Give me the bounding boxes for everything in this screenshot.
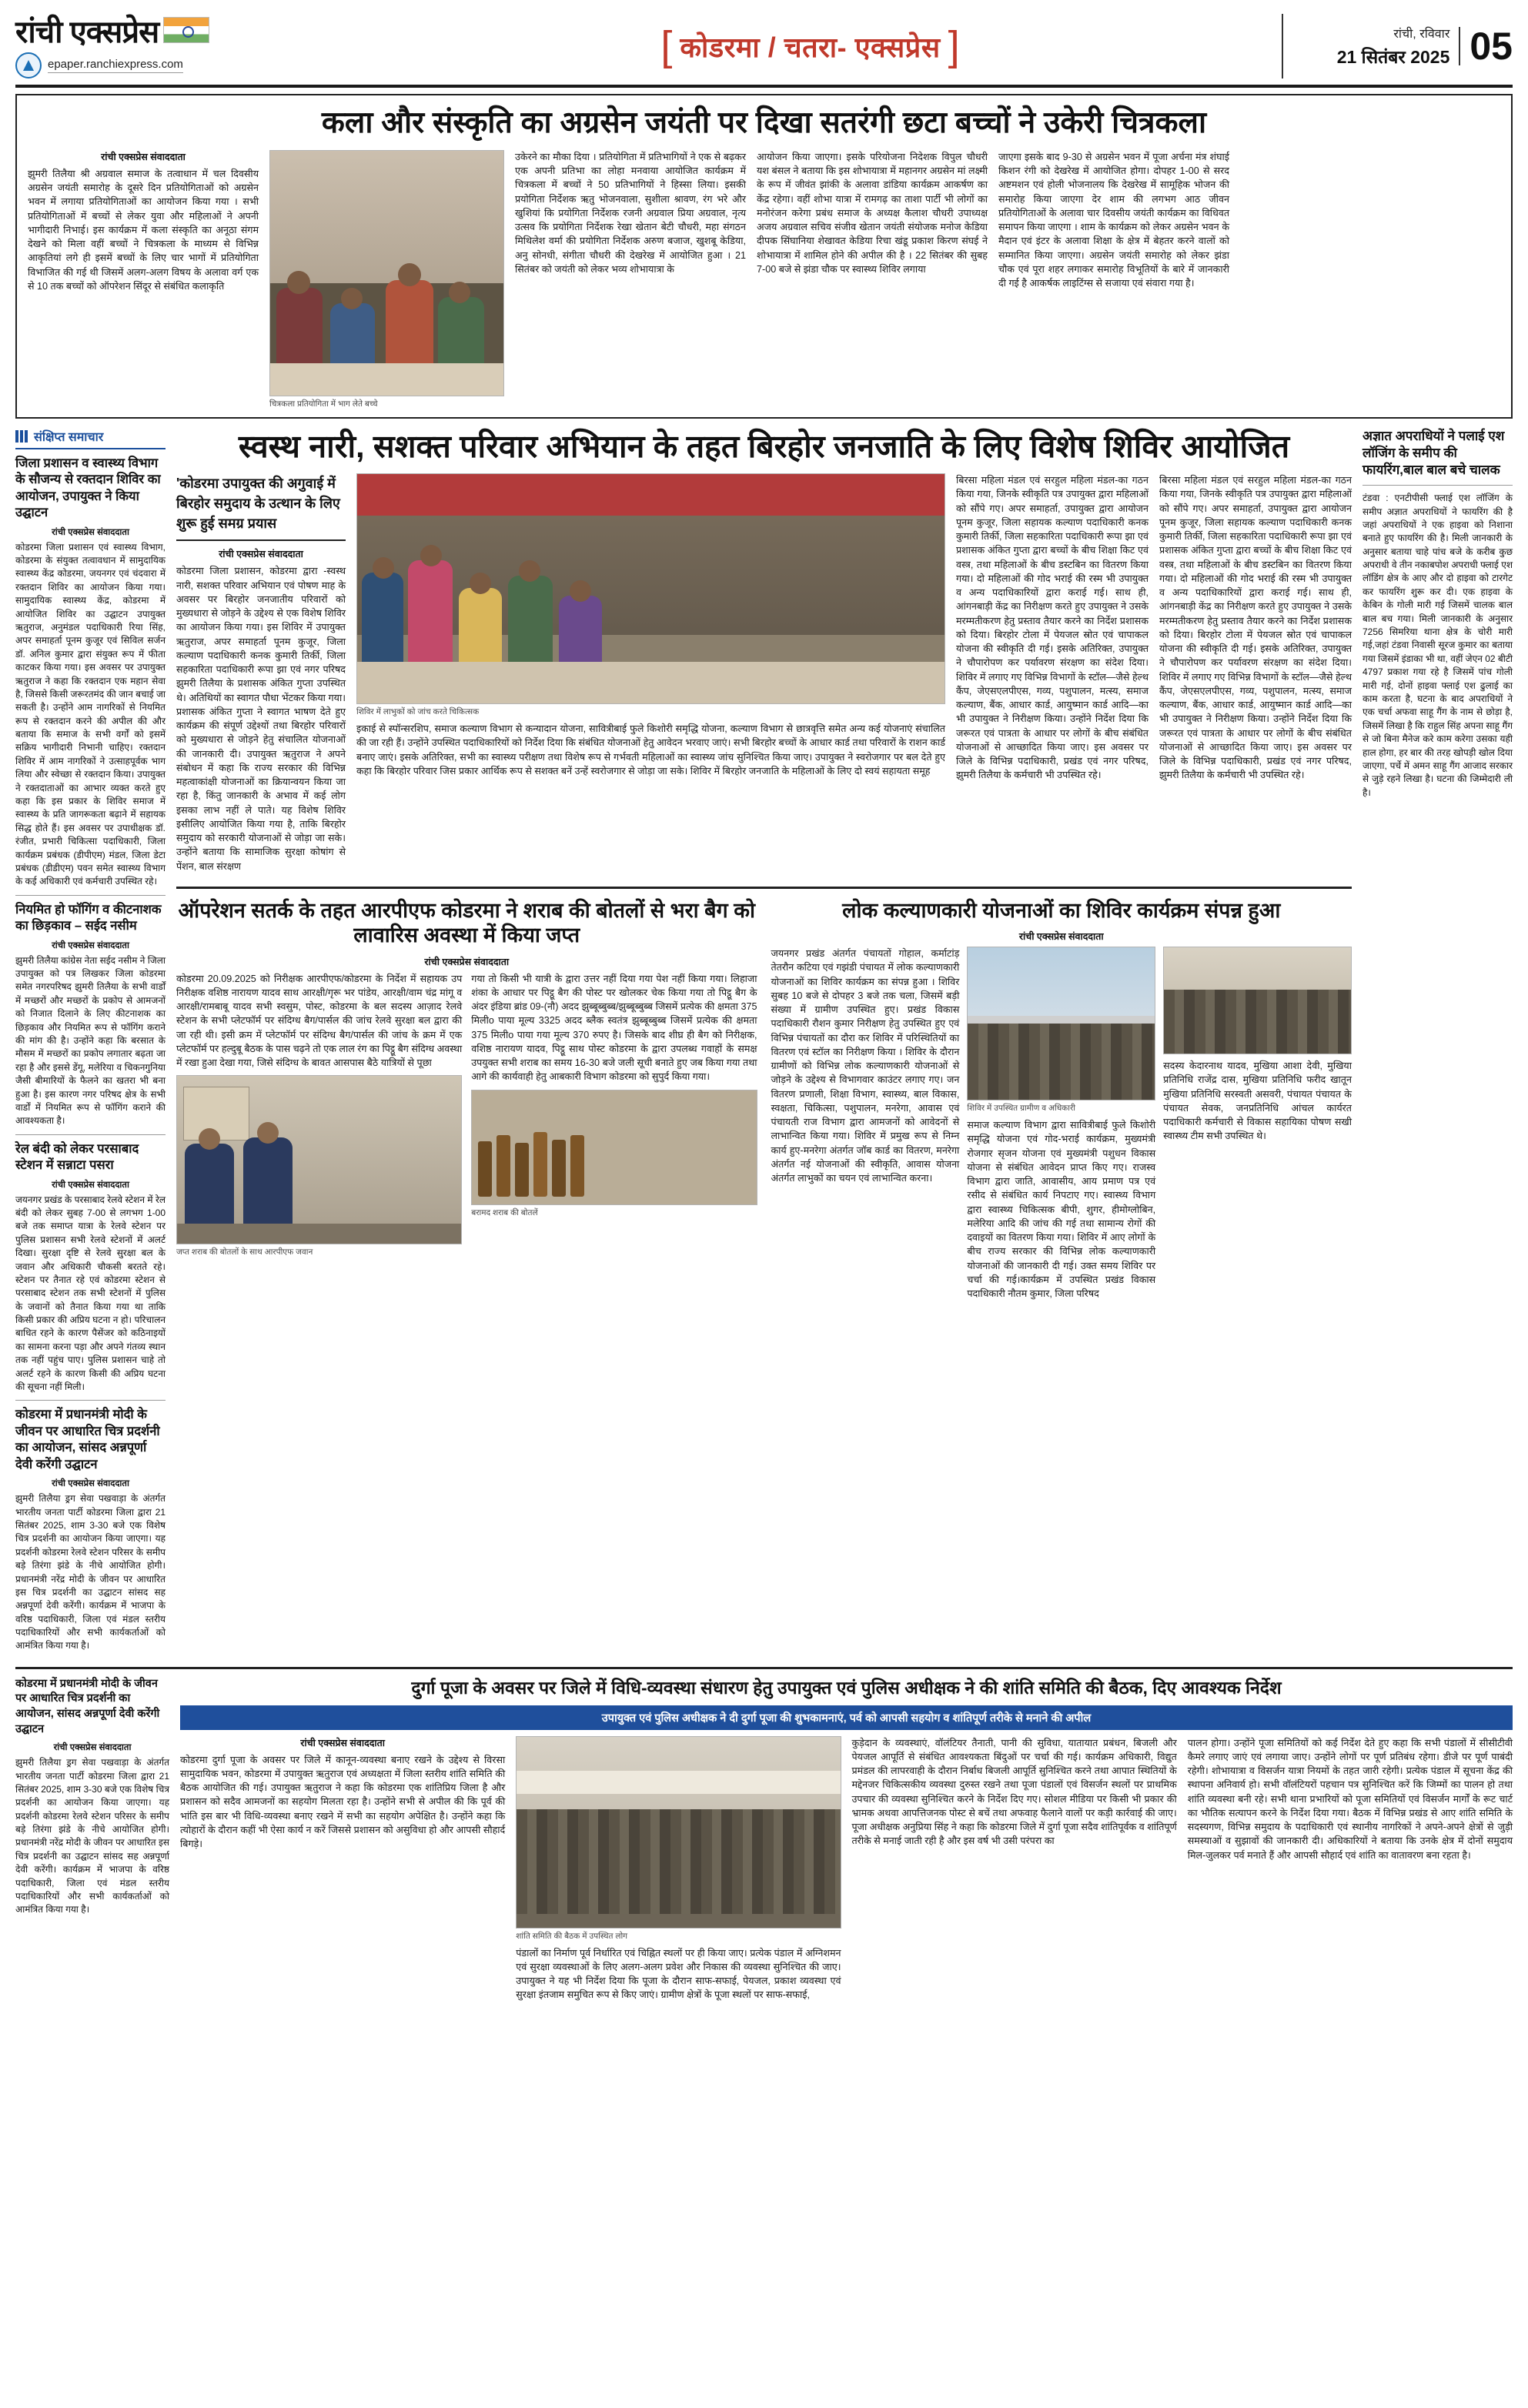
paragraph: कोडरमा दुर्गा पूजा के अवसर पर जिले में कानून-व्यवस्था बनाए रखने के उद्देश्य से विरसा सामुदायिक भवन, कोडरमा में उपायुक्त ऋतुराज एवं अध्यक्षता में जिला स्तरीय शांति समिति की बैठक आयोजित की गई। उपायुक्त ऋतुराज ने कहा कि कोडरमा एक शांतिप्रिय जिला है और प्रशासन को सदैव आमजनों का सहयोग मिलता रहा है। उन्होंने सभी से अपील की कि पूर्व की भांति इस बार भी विधि-व्यवस्था बनाए रखने में सभी का सहयोग अपेक्षित है। उन्होंने कहा कि त्योहारों के दौरान कहीं भी ऐसा कार्य न करें जिससे प्रशासन को असुविधा हो और आपसी सौहार्द बिगड़े। bbox=[180, 1754, 506, 1850]
welfare-camp-photo-2 bbox=[1163, 947, 1352, 1054]
sub-story-welfare-camp bbox=[771, 898, 1352, 1307]
brief-item bbox=[15, 456, 166, 889]
paragraph: झुमरी तिलैया श्री अग्रवाल समाज के तत्वाधान में चल दिवसीय अग्रसेन जयंती समारोह के दूसरे दिन प्रतियोगिताओं को अग्रसेन भवन में लगाया प्रतियोगिताओं का आयोजन किया गया । सभी प्रतियोगिताओं में बच्चों से लेकर युवा और महिलाओं ने अपनी भागीदारी निभाई। इस कार्यक्रम में कला संस्कृति का अनूठा संगम देखने को मिला वहीं बच्चों ने चित्रकला के माध्यम से विभिन्न आकृतियां लगे ही इसमें बच्चों के लिए चार भागों में प्रतियोगिता विभाजित की गई थी जिसमें अलग-अलग विषय के अलावा वर्ग एक से 10 तक बच्चों को ऑपरेशन सिंदूर से संबंधित कलाकृति bbox=[28, 168, 259, 292]
left-column bbox=[15, 428, 166, 1658]
byline: रांची एक्सप्रेस संवाददाता bbox=[300, 1737, 385, 1748]
byline: रांची एक्सप्रेस संवाददाता bbox=[52, 1180, 129, 1190]
date-label: 21 सितंबर 2025 bbox=[1336, 46, 1450, 67]
paragraph: पंडालों का निर्माण पूर्व निर्धारित एवं चिह्नित स्थलों पर ही किया जाए। प्रत्येक पंडाल में अग्निशमन एवं सुरक्षा व्यवस्थाओं के लिए अलग-अलग प्रवेश और निकास की व्यवस्था सुनिश्चित की जाए। उपायुक्त ने यह भी निर्देश दिया कि पूजा के दौरान साफ-सफाई, पेयजल, प्रकाश व्यवस्था एवं सुरक्षा इंतजाम समुचित रूप से किए जाएं। ग्रामीण क्षेत्रों के पूजा स्थलों पर साफ-सफाई, bbox=[516, 1947, 841, 2001]
paragraph: झुमरी तिलैया ड्रग सेवा पखवाड़ा के अंतर्गत भारतीय जनता पार्टी कोडरमा जिला द्वारा 21 सितंबर 2025, शाम 3-30 बजे एक विशेष चित्र प्रदर्शनी का आयोजन किया जाएगा। यह प्रदर्शनी कोडरमा रेलवे स्टेशन परिसर के समीप बड़े तिरंगा झंडे के नीचे आयोजित होगी। प्रधानमंत्री नरेंद्र मोदी के जीवन पर आधारित इस चित्र प्रदर्शनी का उद्घाटन सांसद सह अन्नपूर्णा देवी करेंगी। कार्यक्रम में भाजपा के वरिष्ठ पदाधिकारी, जिला एवं मंडल स्तरीय पदाधिकारियों और सभी कार्यकर्ताओं को आमंत्रित किया गया है। bbox=[15, 1493, 166, 1652]
byline: रांची एक्सप्रेस संवाददाता bbox=[53, 1743, 132, 1753]
bottom-col-1 bbox=[180, 1736, 505, 2008]
top-story-col-1 bbox=[28, 150, 259, 409]
bottom-sub-headline: कोडरमा में प्रधानमंत्री मोदी के जीवन पर आधारित चित्र प्रदर्शनी का आयोजन, सांसद अन्नपूर्णा देवी करेंगी उद्घाटन bbox=[15, 1677, 160, 1735]
byline: रांची एक्सप्रेस संवाददाता bbox=[52, 940, 129, 950]
byline: रांची एक्सप्रेस संवाददाता bbox=[52, 527, 129, 537]
lead-col-1 bbox=[176, 473, 346, 879]
right-item bbox=[1362, 428, 1513, 800]
sub-col-1 bbox=[176, 972, 462, 1258]
epaper-url[interactable]: epaper.ranchiexpress.com bbox=[48, 58, 183, 73]
top-story bbox=[15, 94, 1513, 419]
photo-caption: शिविर में लाभुकों को जांच करते चिकित्सक bbox=[356, 707, 480, 717]
bottom-headline: दुर्गा पूजा के अवसर पर जिले में विधि-व्यवस्था संधारण हेतु उपायुक्त एवं पुलिस अधीक्षक ने की शांति समिति की बैठक, दिए आवश्यक निर्देश bbox=[411, 1677, 1282, 1698]
sub-col-2 bbox=[967, 947, 1155, 1306]
place-label: रांची, रविवार bbox=[1393, 27, 1450, 41]
newspaper-logo: रांची एक्सप्रेस bbox=[15, 15, 159, 49]
center-column bbox=[176, 428, 1352, 1658]
lead-grid bbox=[176, 473, 1352, 879]
welfare-camp-photo bbox=[967, 947, 1155, 1100]
sub-col-3 bbox=[1163, 947, 1352, 1306]
sub-headline: ऑपरेशन सतर्क के तहत आरपीएफ कोडरमा ने शराब की बोतलों से भरा बैग को लावारिस अवस्था में किया जप्त bbox=[178, 898, 755, 947]
top-story-col-3 bbox=[757, 150, 988, 409]
divider bbox=[15, 1400, 166, 1401]
peace-meeting-photo bbox=[516, 1736, 841, 1929]
paragraph: जाएगा इसके बाद 9-30 से अग्रसेन भवन में पूजा अर्चना मंत्र शंघाई किशन रंगी को देखरेख में आयोजित होगा। दोपहर 1-00 से सरद अष्टमशन एवं होली भोजनालय कि देखरेख में सामूहिक भोजन की समारोह किया जाएगा देर शाम की लगभग आठ जीवन प्रतियोगिताओं के अलावा चार दिवसीय जयंती कार्यक्रम का विधिवत समापन किया जाएगा । शाम के कार्यक्रम को लेकर अग्रसेन भवन के मैदान एवं इंटर के अलावा शिक्षा के क्षेत्र में बेहतर करने वालों को सम्मानित किया जाएगा। अग्रसेन जयंती समारोह को लेकर झंडा चौक एवं पूरा शहर लगाकर समारोह विभूतियों के बारे में जानकारी दी गई है आकर्षक लाइटिंग्स से सजाया एवं संवारा गया है। bbox=[998, 151, 1229, 289]
sub-headline: लोक कल्याणकारी योजनाओं का शिविर कार्यक्रम संपन्न हुआ bbox=[842, 898, 1281, 922]
pullquote: 'कोडरमा उपायुक्त की अगुवाई में बिरहोर समुदाय के उत्थान के लिए शुरू हुई समग्र प्रयास bbox=[176, 473, 346, 541]
sub-col-2 bbox=[471, 972, 757, 1258]
paragraph: पालन होगा। उन्होंने पूजा समितियों को कई निर्देश देते हुए कहा कि सभी पंडालों में सीसीटीवी कैमरे लगाए जाएं एवं लगाया जाए। उन्होंने लोगों पर पूर्ण प्रतिबंध रहेगा। डीजे पर पूर्ण पाबंदी रहेगी। शोभायात्रा व विसर्जन यात्रा नियमों के तहत जारी रहेगी। प्रत्येक पंडाल में सूचना केंद्र की स्थापना अनिवार्य हो। सभी वॉलंटियरों पहचान पत्र सुनिश्चित करें कि जिम्मों का पालन हो तथा शांति व्यवस्था बनी रहे। सभी थाना प्रभारियों को पूजा समितियों एवं विसर्जन मार्गों के रूट चार्ट का भौतिक सत्यापन करने के निर्देश दिया गया। बैठक में विभिन्न प्रखंड से आए शांति समिति के सदस्यगण, विभिन्न समुदाय के पदाधिकारी एवं स्थानीय नागरिकों ने अपने-अपने क्षेत्रों से जुड़ी समस्याओं व सुझावों की जानकारी दी। अधिकारियों ने बताया कि उनके क्षेत्र में दोनों समुदाय मिल-जुलकर पर्व मनाते हैं और आपसी सौहार्द एवं शांति का वातावरण बना रहता है। bbox=[1187, 1737, 1513, 1861]
right-column bbox=[1362, 428, 1513, 1658]
byline: रांची एक्सप्रेस संवाददाता bbox=[424, 956, 510, 967]
indian-flag-icon bbox=[163, 17, 209, 43]
photo-caption: शिविर में उपस्थित ग्रामीण व अधिकारी bbox=[967, 1104, 1075, 1114]
byline: रांची एक्सप्रेस संवाददाता bbox=[219, 549, 303, 560]
lead-photo-col bbox=[356, 473, 945, 879]
lead-headline: स्वस्थ नारी, सशक्त परिवार अभियान के तहत बिरहोर जनजाति के लिए विशेष शिविर आयोजित bbox=[238, 428, 1290, 464]
paragraph: टंडवा : एनटीपीसी फ्लाई एश लॉजिंग के समीप अज्ञात अपराधियों ने फायरिंग की है जहां अपराधियों ने एक हाइवा को निशाना बनाते हुए फायरिंग की है। मिली जानकारी के अनुसार बताया चाहे पांच बजे के करीब कुछ अपराधी वे तीन नकाबपोश अपराधी फ्लाई एश लॉडिंग क्षेत्र के आए और दो हाइवा को टारगेट कर फायरिंग शुरू कर दी। एक हाइवा के केबिन के गोली मारी गई जिसमें चालक बाल बाल बच गया। मिली जानकारी के अनुसार 7256 सिमरिया थाना क्षेत्र के चोरी मारी गई,जहां टंडवा निवासी सूरज कुमार का बताया गया जिसमें इंडाका भी था, वहीं जेएन 02 बीटी 4797 प्रकाश गया रहे है जिसमें पांच गोली मारी गई, दोनों हाइवा फ्लाई एश ढुलाई का काम करता है, घटना के बाद अपराधियों ने एक चर्चा अफवा साहू गैंग के नाम से छोड़ा है, जिसमें लिखा है कि राहुल सिंह अपना साहू गैंग से जो बिना मैनेज करे काम करेगा उसका यही हाल होगा, हर बार की तरह खोपड़ी खोल दिया जाएगा, पर्चे में अमन साहू गैंग आजाद सरकार से जुड़े रहने लिखा है। घटना की जिम्मेदारी ली है। bbox=[1362, 493, 1513, 798]
top-story-col-4 bbox=[998, 150, 1229, 409]
brief-news-header bbox=[15, 428, 166, 449]
paragraph: बिरसा महिला मंडल एवं सरहुल महिला मंडल-का गठन किया गया, जिनके स्वीकृति पत्र उपायुक्त द्वारा महिलाओं को सौंपे गए। अपर समाहर्ता, उपायुक्त द्वारा आयोजन पूनम कुजूर, जिला सहायक कल्याण पदाधिकारी कनक कुमारी तिर्की, जिला सहकारिता पदाधिकारी रूपा झा एवं प्रशासक अंकित गुप्ता द्वारा बच्चों के बीच शिक्षा किट एवं वस्त्र, तथा महिलाओं के बीच डस्टबिन का वितरण किया गया। दो महिलाओं की गोद भराई की रस्म भी उपायुक्त व अन्य पदाधिकारियों द्वारा कराई गई। साथ ही, आंगनबाड़ी केंद्र का निरीक्षण करते हुए उपायुक्त ने उसके मरम्मतीकरण हेतु प्रस्ताव तैयार करने का निर्देश प्रशासक को दिया। बिरहोर टोला में पेयजल स्रोत एवं चापाकल योजना की स्वीकृति दी गई। इसके अतिरिक्त, उपायुक्त ने चौपारोपण कर पर्यावरण संरक्षण का संदेश दिया। शिविर में लगाए गए विभिन्न विभागों के स्टॉल—जैसे हेल्थ कैंप, जेएसएलपीएस, गव्य, पशुपालन, मत्स्य, समाज कल्याण, बैंक, आधार कार्ड, आयुष्मान कार्ड आदि—का भी उपायुक्त ने निरीक्षण किया। उन्होंने निर्देश दिया कि जरूरत एवं पात्रता के आधार पर लोगों के बीच संबंधित योजनाओं से आच्छादित किया जाए। इस अवसर पर जिले के विभिन्न पदाधिकारी, प्रखंड एवं नगर परिषद, झुमरी तिलैया के कर्मचारी भी उपस्थित रहे। bbox=[956, 475, 1149, 781]
bracket-right-icon: ] bbox=[948, 23, 960, 69]
masthead bbox=[15, 14, 1513, 88]
masthead-right bbox=[1282, 14, 1513, 78]
bottom-photo-col bbox=[516, 1736, 841, 2008]
section-label: संक्षिप्त समाचार bbox=[34, 430, 104, 444]
brief-item bbox=[15, 1141, 166, 1394]
paragraph: झुमरी तिलैया ड्रग सेवा पखवाड़ा के अंतर्गत भारतीय जनता पार्टी कोडरमा जिला द्वारा 21 सितंबर 2025, शाम 3-30 बजे एक विशेष चित्र प्रदर्शनी का आयोजन किया जाएगा। यह प्रदर्शनी कोडरमा रेलवे स्टेशन परिसर के समीप बड़े तिरंगा झंडे के नीचे आयोजित होगी। प्रधानमंत्री नरेंद्र मोदी के जीवन पर आधारित इस चित्र प्रदर्शनी का उद्घाटन सांसद सह अन्नपूर्णा देवी करेंगी। कार्यक्रम में भाजपा के वरिष्ठ पदाधिकारी, जिला एवं मंडल स्तरीय पदाधिकारियों और सभी कार्यकर्ताओं को आमंत्रित किया गया है। bbox=[15, 1757, 169, 1915]
top-story-photo bbox=[269, 150, 504, 396]
paragraph: कुड़ेदान के व्यवस्थाएं, वॉलंटियर तैनाती, पानी की सुविधा, यातायात प्रबंधन, बिजली और पेयजल आपूर्ति से संबंधित आवश्यकता बिंदुओं पर चर्चा की गई। कार्यक्रम अधिकारी, विद्युत प्रमंडल की लापरवाही के दौरान निर्बाध बिजली आपूर्ति सुनिश्चित करने तथा आपात स्थितियों के मद्देनजर चिकित्सकीय व्यवस्था दुरुस्त रखने तथा पूजा पंडालों एवं विसर्जन स्थलों पर प्राथमिक उपचार की व्यवस्था सुनिश्चित करने के निर्देश दिए गए। सोशल मीडिया पर किसी भी प्रकार की भ्रामक अथवा आपत्तिजनक पोस्ट से बचें तथा अफवाह फैलाने वालों पर कड़ी कार्रवाई की जाए। पूजा अधीक्षक अनुप्रिया सिंह ने कहा कि कोडरमा जिले में दुर्गा पूजा सदैव शांतिपूर्वक व शांतिपूर्ण तरीके से मनाई जाती रही है और इस वर्ष भी उसी परंपरा का bbox=[851, 1737, 1177, 1847]
bottom-col-3 bbox=[852, 1736, 1177, 2008]
brief-headline: रेल बंदी को लेकर परसाबाद स्टेशन में सन्नाटा पसरा bbox=[15, 1141, 139, 1173]
brief-headline: जिला प्रशासन व स्वास्थ्य विभाग के सौजन्य से रक्तदान शिविर का आयोजन, उपायुक्त ने किया उद्घाटन bbox=[15, 456, 161, 520]
bottom-col-4 bbox=[1188, 1736, 1513, 2008]
photo-caption: जप्त शराब की बोतलों के साथ आरपीएफ जवान bbox=[176, 1247, 313, 1257]
paragraph: कोडरमा 20.09.2025 को निरीक्षक आरपीएफ/कोडरमा के निर्देश में सहायक उप निरीक्षक वशिष्ठ नारायण यादव साथ आरक्षी/गृरू भर पांडेय, आरक्षी/वाम चंद्र मांगू व आरक्षी/रामबाबू यादव सभी स्वसुम, पोस्ट, कोडरमा के बल सदस्य आज़ाद रेलवे स्टेशन के सभी प्लेटफॉर्म पर संदिग्ध बैग/पार्सल की जांच रेलवे सुरक्षा बल द्वारा की जा रही थी। इसी क्रम में प्लेटफॉर्म पर संदिग्ध बैग/पार्सल की जांच के क्रम में एक प्लेटफॉर्म पर हल्दुबू बैठक के पास चढ़ने तो एक लाल रंग का पिट्ठू बैग संदिग्ध अवस्था में रखा हुआ देखा गया, जिसे संदिग्ध के बावत आसपास बैठे यात्रियों से पूछा bbox=[176, 973, 463, 1069]
divider bbox=[15, 1134, 166, 1135]
police-photo bbox=[176, 1075, 462, 1244]
byline: रांची एक्सप्रेस संवाददाता bbox=[1018, 931, 1104, 943]
lead-col-4 bbox=[1159, 473, 1352, 879]
paragraph: झुमरी तिलैया कांग्रेस नेता सईद नसीम ने जिला उपायुक्त को पत्र लिखकर जिला कोडरमा समेत नगरपरिषद झुमरी तिलैया के सभी वार्डों में मच्छरों और मच्छरों के प्रकोप से आमजनों को निजात दिलाने के लिए कीटनाशक का छिड़काव और नियमित रूप से फॉगिंग कराने की मांग की है। उन्होंने कहा कि बरसात के मौसम में मच्छरों का प्रकोप लगातार बढ़ता जा रहा है और इससे डेंगू, मलेरिया व चिकनगुनिया जैसी बीमारियों के फैलने का खतरा भी बना हुआ है। इस कारण नगर परिषद क्षेत्र के सभी वार्डों में नियमित रूप से फॉगिंग कराने की आवश्यकता है। bbox=[15, 954, 166, 1127]
page-number: 05 bbox=[1459, 27, 1513, 65]
section-title-wrap bbox=[339, 14, 1282, 78]
photo-caption: बरामद शराब की बोतलें bbox=[471, 1207, 538, 1217]
photo-caption: शांति समिति की बैठक में उपस्थित लोग bbox=[516, 1931, 628, 1941]
bottom-ribbon: उपायुक्त एवं पुलिस अधीक्षक ने दी दुर्गा पूजा की शुभकामनाएं, पर्व को आपसी सहयोग व शांतिपूर्ण तरीके से मनाने की अपील bbox=[180, 1705, 1513, 1730]
top-story-col-2 bbox=[515, 150, 746, 409]
divider bbox=[1362, 485, 1513, 486]
brief-headline: नियमित हो फॉगिंग व कीटनाशक का छिड़काव – सईद नसीम bbox=[15, 902, 162, 933]
paragraph: आयोजन किया जाएगा। इसके परियोजना निदेशक विपुल चौधरी यश बंसल ने बताया कि इस शोभायात्रा में महानगर अग्रसेन मां लक्ष्मी के रूप में जीवंत झांकी के अलावा डांडिया कार्यक्रम आकर्षण का केंद्र रहेगा। वहीं शोभा यात्रा में रामगढ़ का ताशा पार्टी भी लोगों का मनोरंजन करेगा प्रबंध समाज के अध्यक्ष कैलाश चौधरी उपाध्यक्ष अजय अग्रवाल सचिव संजीव खेतान जयंती संयोजक मनोज केडिया दीपक सिंघानिया शेखावत केडिया रिचा खंडू प्रकाश किरण संघई ने शोभायात्रा में शामिल होने की अपील की है । 22 सितंबर की सुबह 7-00 बजे से झंडा चौक पर स्वास्थ्य शिविर लगाया bbox=[757, 151, 988, 275]
brief-item bbox=[15, 902, 166, 1128]
byline: रांची एक्सप्रेस संवाददाता bbox=[52, 1479, 129, 1489]
lead-photo bbox=[356, 473, 945, 704]
paragraph: सदस्य केदारनाथ यादव, मुखिया आशा देवी, मुखिया प्रतिनिधि राजेंद्र दास, मुखिया प्रतिनिधि फरीद खातून मुखिया प्रतिनिधि सरस्वती असवरी, पंचायत पंचायत के पंचायत सेवक, जनप्रतिनिधि आंचल कार्यरत पदाधिकारी कर्मचारी से विकास सहायिका पोषण सखी स्वास्थ्य टीम सभी उपस्थित थे। bbox=[1163, 1060, 1352, 1142]
bracket-left-icon: [ bbox=[660, 23, 673, 69]
paragraph: जयनगर प्रखंड के परसाबाद रेलवे स्टेशन में रेल बंदी को लेकर सुबह 7-00 से लगभग 1-00 बजे तक समाप्त यात्रा के रेलवे स्टेशन पर पुलिस प्रशासन सभी रेलवे स्टेशनों में अलर्ट दिखा। सुरक्षा दृष्टि से रेलवे सुरक्षा बल के जवान और अधिकारी चौकसी बरतते रहे। स्टेशन पर तैनात रहे एवं कोडरमा स्टेशन से परसाबाद स्टेशन तक सभी स्टेशनों में पुलिस के जवानों को तैनात किया गया था ताकि किसी प्रकार की अप्रिय घटना न हो। परिचालन बाधित रहने के कारण पैसेंजर को कठिनाइयों का सामना करना पड़ा और अपने गंतव्य स्थान तक नहीं पहुंच पाए। पुलिस प्रशासन चाहे तो अलर्ट रहने के कारण किसी की अप्रिय घटना की सूचना नहीं मिली। bbox=[15, 1194, 166, 1393]
paragraph: कोडरमा जिला प्रशासन एवं स्वास्थ्य विभाग, कोडरमा के संयुक्त तत्वावधान में सामुदायिक स्वास्थ्य केंद्र कोडरमा, जयनगर एवं चंदवारा में रक्तदान शिविर का आयोजन किया गया। सामुदायिक स्वास्थ्य केंद्र, कोडरमा में आयोजित शिविर का उद्घाटन उपायुक्त ऋतुराज, अनुमंडल पदाधिकारी रिया सिंह, अपर समाहर्ता पूनम कुजूर एवं सिविल सर्जन डॉ. अनिल कुमार द्वारा संयुक्त रूप में फीता काटकर किया गया। इस अवसर पर उपायुक्त ऋतुराज ने कहा कि रक्तदान एक महान सेवा है, जिससे किसी जरूरतमंद की जान बचाई जा सकती है। उन्होंने आम नागरिकों से नियमित रूप से रक्तदान करने की अपील की और बताया कि समाज के सभी वर्गों को इसमें सक्रिय भागीदारी निभानी चाहिए। रक्तदान शिविर में आम नागरिकों ने उत्साहपूर्वक भाग लिया और स्वेच्छा से रक्तदान किया। उपायुक्त ने रक्तदाताओं का आभार व्यक्त करते हुए कहा कि इस प्रकार के शिविर समाज में स्वास्थ्य के प्रति जागरूकता बढ़ाने में सहायक सिद्ध होते हैं। इस अवसर पर उपाधीक्षक डॉ. रंजीत, प्रभारी चिकित्सा पदाधिकारी, जिला कार्यक्रम प्रबंधक (डीपीएम) मंडल, जिला डेटा प्रबंधक (डीडीएम) पवन समेत स्वास्थ्य विभाग के कई अधिकारी एवं कर्मचारी उपस्थित रहे। bbox=[15, 541, 166, 887]
masthead-left bbox=[15, 14, 339, 78]
photo-caption: चित्रकला प्रतियोगिता में भाग लेते बच्चे bbox=[269, 399, 378, 409]
bars-icon bbox=[15, 430, 28, 443]
paragraph: जयनगर प्रखंड अंतर्गत पंचायतों गोहाल, कर्माटांड़ तेतरौन कटिया एवं गझंडी पंचायत में लोक कल्याणकारी योजनाओं का शिविर कार्यक्रम का संपन्न हुआ । शिविर सुबह 10 बजे से दोपहर 3 बजे तक चला, जिसमें बड़ी संख्या में ग्रामीण उपस्थित हुए। प्रखंड विकास पदाधिकारी रौशन कुमार निरीक्षण हेतु उपस्थित हुए एवं विभिन्न पंचायतों का दौरा कर शिविर में परिस्थितियों का वितरण एवं स्टॉल का निरीक्षण किया । शिविर के दौरान ग्रामीणों को विभिन्न लोक कल्याणकारी योजनाओं से जोड़ने के उद्देश्य से विभागवार काउंटर लगाए गए। जन वितरण प्रणाली, शिक्षा विभाग, स्वास्थ्य, बाल विकास, स्वक्षता, चिकित्सा, पशुपालन, मनरेगा, आवास एवं पंचायती राज विभाग द्वारा आमजनों को आवेदनों से लाभान्वित किया गया। शिविर में प्रमुख रूप से निम्न कार्य हुए-मनरेगा अंतर्गत जॉब कार्ड का वितरण, मनरेगा अंतर्गत नई योजनाओं की स्वीकृति, आवास योजना अंतर्गत लाभुकों का चयन एवं लाभान्वित करना। bbox=[771, 948, 960, 1184]
brief-item bbox=[15, 1407, 166, 1652]
sub-col-1 bbox=[771, 947, 960, 1306]
paragraph: कोडरमा जिला प्रशासन, कोडरमा द्वारा -स्वस्थ नारी, सशक्त परिवार अभियान एवं पोषण माह के अवसर पर बिरहोर जनजातीय परिवारों को मुख्यधारा से जोड़ने के उद्देश्य से एक विशेष शिविर का आयोजन किया गया। इस शिविर में उपायुक्त ऋतुराज, अपर समाहर्ता पूनम कुजूर, जिला कल्याण पदाधिकारी कनक कुमारी तिर्की, जिला सहकारिता पदाधिकारी रूपा झा एवं नगर परिषद झुमरी तिलैया के प्रशासक अंकित गुप्ता उपस्थित थे। अतिथियों का स्वागत पौधा भेंटकर किया गया। प्रशासक अंकित गुप्ता ने स्वागत भाषण देते हुए कार्यक्रम की संपूर्ण उद्देश्यों तथा बिरहोर परिवारों को मुख्यधारा से जोड़ने हेतु संचालित योजनाओं की जानकारी दी। उपायुक्त ऋतुराज ने अपने संबोधन में कहा कि राज्य सरकार की विभिन्न महत्वाकांक्षी योजनाओं का क्रियान्वयन किया जा रहा है, किंतु जानकारी के अभाव में कई लोग इसका लाभ नहीं ले पाते। यह विशेष शिविर इसीलिए आयोजित किया गया है, ताकि बिरहोर समुदाय को सरकारी योजनाओं से जोड़ा जा सके। उन्होंने बताया कि सामाजिक सुरक्षा कोषांग से पेंशन, बाल संरक्षण bbox=[176, 566, 346, 872]
bottom-story bbox=[15, 1667, 1513, 2008]
divider bbox=[176, 887, 1352, 889]
emblem-icon bbox=[15, 52, 42, 78]
paragraph: समाज कल्याण विभाग द्वारा सावित्रीबाई फुले किशोरी समृद्धि योजना एवं गोद-भराई कार्यक्रम, मुख्यमंत्री रोजगार सृजन योजना एवं मुख्यमंत्री पशुधन विकास योजना से संबंधित आवेदन प्राप्त किए गए। राजस्व विभाग द्वारा जाति, आवासीय, आय प्रमाण पत्र एवं रसीद से संबंधित कार्य निपटाए गए। स्वास्थ्य विभाग द्वारा स्वास्थ्य चिकित्सक बीपी, शुगर, हीमोग्लोबिन, मलेरिया आदि की जांच की गई तथा सामान्य रोगों की दवाइयों का वितरण किया गया। शिविर में आए लोगों के बीच राज्य सरकार की विभिन्न लोक कल्याणकारी योजनाओं की जानकारी दी गई। उक्त समय शिविर पर चर्चा की गई।कार्यक्रम में उपस्थित प्रखंड विकास पदाधिकारी नौतम कुमार, जिला परिषद bbox=[967, 1120, 1156, 1300]
top-story-headline: कला और संस्कृति का अग्रसेन जयंती पर दिखा सतरंगी छटा बच्चों ने उकेरी चित्रकला bbox=[321, 106, 1207, 139]
divider bbox=[15, 895, 166, 896]
paragraph: बिरसा महिला मंडल एवं सरहुल महिला मंडल-का गठन किया गया, जिनके स्वीकृति पत्र उपायुक्त द्वारा महिलाओं को सौंपे गए। अपर समाहर्ता, उपायुक्त द्वारा आयोजन पूनम कुजूर, जिला सहायक कल्याण पदाधिकारी कनक कुमारी तिर्की, जिला सहकारिता पदाधिकारी रूपा झा एवं प्रशासक अंकित गुप्ता द्वारा बच्चों के बीच शिक्षा किट एवं वस्त्र, तथा महिलाओं के बीच डस्टबिन का वितरण किया गया। दो महिलाओं की गोद भराई की रस्म भी उपायुक्त व अन्य पदाधिकारियों द्वारा कराई गई। साथ ही, आंगनबाड़ी केंद्र का निरीक्षण करते हुए उपायुक्त ने उसके मरम्मतीकरण हेतु प्रस्ताव तैयार करने का निर्देश प्रशासक को दिया। बिरहोर टोला में पेयजल स्रोत एवं चापाकल योजना की स्वीकृति दी गई। इसके अतिरिक्त, उपायुक्त ने चौपारोपण कर पर्यावरण संरक्षण का संदेश दिया। शिविर में लगाए गए विभिन्न विभागों के स्टॉल—जैसे हेल्थ कैंप, जेएसएलपीएस, गव्य, पशुपालन, मत्स्य, समाज कल्याण, बैंक, आधार कार्ड, आयुष्मान कार्ड आदि—का भी उपायुक्त ने निरीक्षण किया। उन्होंने निर्देश दिया कि जरूरत एवं पात्रता के आधार पर लोगों के बीच संबंधित योजनाओं से आच्छादित किया जाए। इस अवसर पर जिले के विभिन्न पदाधिकारी, प्रखंड एवं नगर परिषद, झुमरी तिलैया के कर्मचारी भी उपस्थित रहे। bbox=[1159, 475, 1352, 781]
brief-headline: कोडरमा में प्रधानमंत्री मोदी के जीवन पर आधारित चित्र प्रदर्शनी का आयोजन, सांसद अन्नपूर्णा देवी करेंगी उद्घाटन bbox=[15, 1408, 160, 1471]
main-body bbox=[15, 428, 1513, 1658]
byline: रांची एक्सप्रेस संवाददाता bbox=[101, 151, 186, 162]
sub-story-operation-satark bbox=[176, 898, 757, 1307]
seized-bottles-photo bbox=[471, 1090, 757, 1205]
paragraph: इकाई से स्पॉन्सरशिप, समाज कल्याण विभाग से कन्यादान योजना, सावित्रीबाई फुले किशोरी समृद्धि योजना, कल्याण विभाग से छात्रवृत्ति समेत अन्य कई योजनाएं संचालित की जा रही हैं। उन्होंने उपस्थित पदाधिकारियों को निर्देश दिया कि संबंधित योजनाओं हेतु आवेदन भरवाए जाएं। सभी बिरहोर बच्चों के आधार कार्ड तथा परिवारों के राशन कार्ड बनाए जाएं। इसके अतिरिक्त, सभी का स्वास्थ्य परीक्षण तथा विशेष रूप से गर्भवती महिलाओं का स्वास्थ्य जांच सुनिश्चित किया जाए। उपायुक्त ने स्वरोजगार पर बल देते हुए कहा कि बिरहोर परिवार जिस प्रकार आर्थिक रूप से सशक्त बनें उन्हें स्वरोजगार से जोड़ा जा सके। शिविर में बिरहोर जनजाति के महिलाओं के लिए दो स्वयं सहायता समूह bbox=[356, 723, 945, 777]
top-story-photo-col bbox=[269, 150, 504, 409]
paragraph: गया तो किसी भी यात्री के द्वारा उत्तर नहीं दिया गया पेश नहीं किया गया। लिहाजा शंका के आधार पर पिट्ठू बैग की पोस्ट पर खोलकर चेक किया गया तो पिट्ठू बैग के अंदर इंडिया ब्रांड 09-(नौ) अदद झुब्बूब्बुब्ब/झुब्बूब्बुब्ब जिसमें प्रत्येक की क्षमता 375 मिलीo पाया मूल्य 3325 अदद ब्लैक स्वतंत्र झुब्बूब्बुब्ब जिसमें प्रत्येक की क्षमता 375 मिलीo पाया गया मूल्य 370 रुपए है। जिसके बाद शीघ्र ही बैग को निरीक्षक, वशिष्ठ नारायण यादव, पिट्ठू साथ पोस्ट कोडरमा के द्वारा उपलब्ध गवाहों के समक्ष उपयुक्त सभी शराब का समय 16-30 बजे जली सूची बनाते हुए जब किया गया तथा आगे की कार्यवाही हेतु आबकारी विभाग कोडरमा को सुपुर्द किया गया। bbox=[471, 973, 757, 1083]
sub-stories bbox=[176, 898, 1352, 1307]
bottom-main bbox=[180, 1677, 1513, 2008]
right-headline: अज्ञात अपराधियों ने पलाई एश लॉजिंग के समीप की फायरिंग,बाल बाल बचे चालक bbox=[1362, 428, 1505, 478]
bottom-left-sub bbox=[15, 1677, 169, 2008]
lead-col-3 bbox=[956, 473, 1149, 879]
section-title: कोडरमा / चतरा- एक्सप्रेस bbox=[680, 31, 941, 63]
paragraph: उकेरने का मौका दिया । प्रतियोगिता में प्रतिभागियों ने एक से बढ़कर एक अपनी प्रतिभा का लोहा मनवाया आयोजित कार्यक्रम में चित्रकला में बच्चों ने 50 प्रतिभागियों ने हिस्सा लिया। इसकी प्रयोगिता निर्देशक ऋतु भोजनवाला, सुशीला श्रावण, रंग भरे और खुशियां कि प्रयोगिता निर्देशक रजनी अग्रवाल प्रिया अग्रवाल, नृत्य उत्सव कि प्रयोगिता निर्देशक रेखा खेतान बेटी चौधरी, महा संगठन मिथिलेश वर्मा की प्रयोगिता निर्देशक अरुण बजाज, खुशबू केडिया, अनु सोनधी, संगीता चौधरी की देखरेख में आयोजित हुआ । 21 सितंबर को जयंती को लेकर भव्य शोभायात्रा के bbox=[515, 151, 746, 275]
